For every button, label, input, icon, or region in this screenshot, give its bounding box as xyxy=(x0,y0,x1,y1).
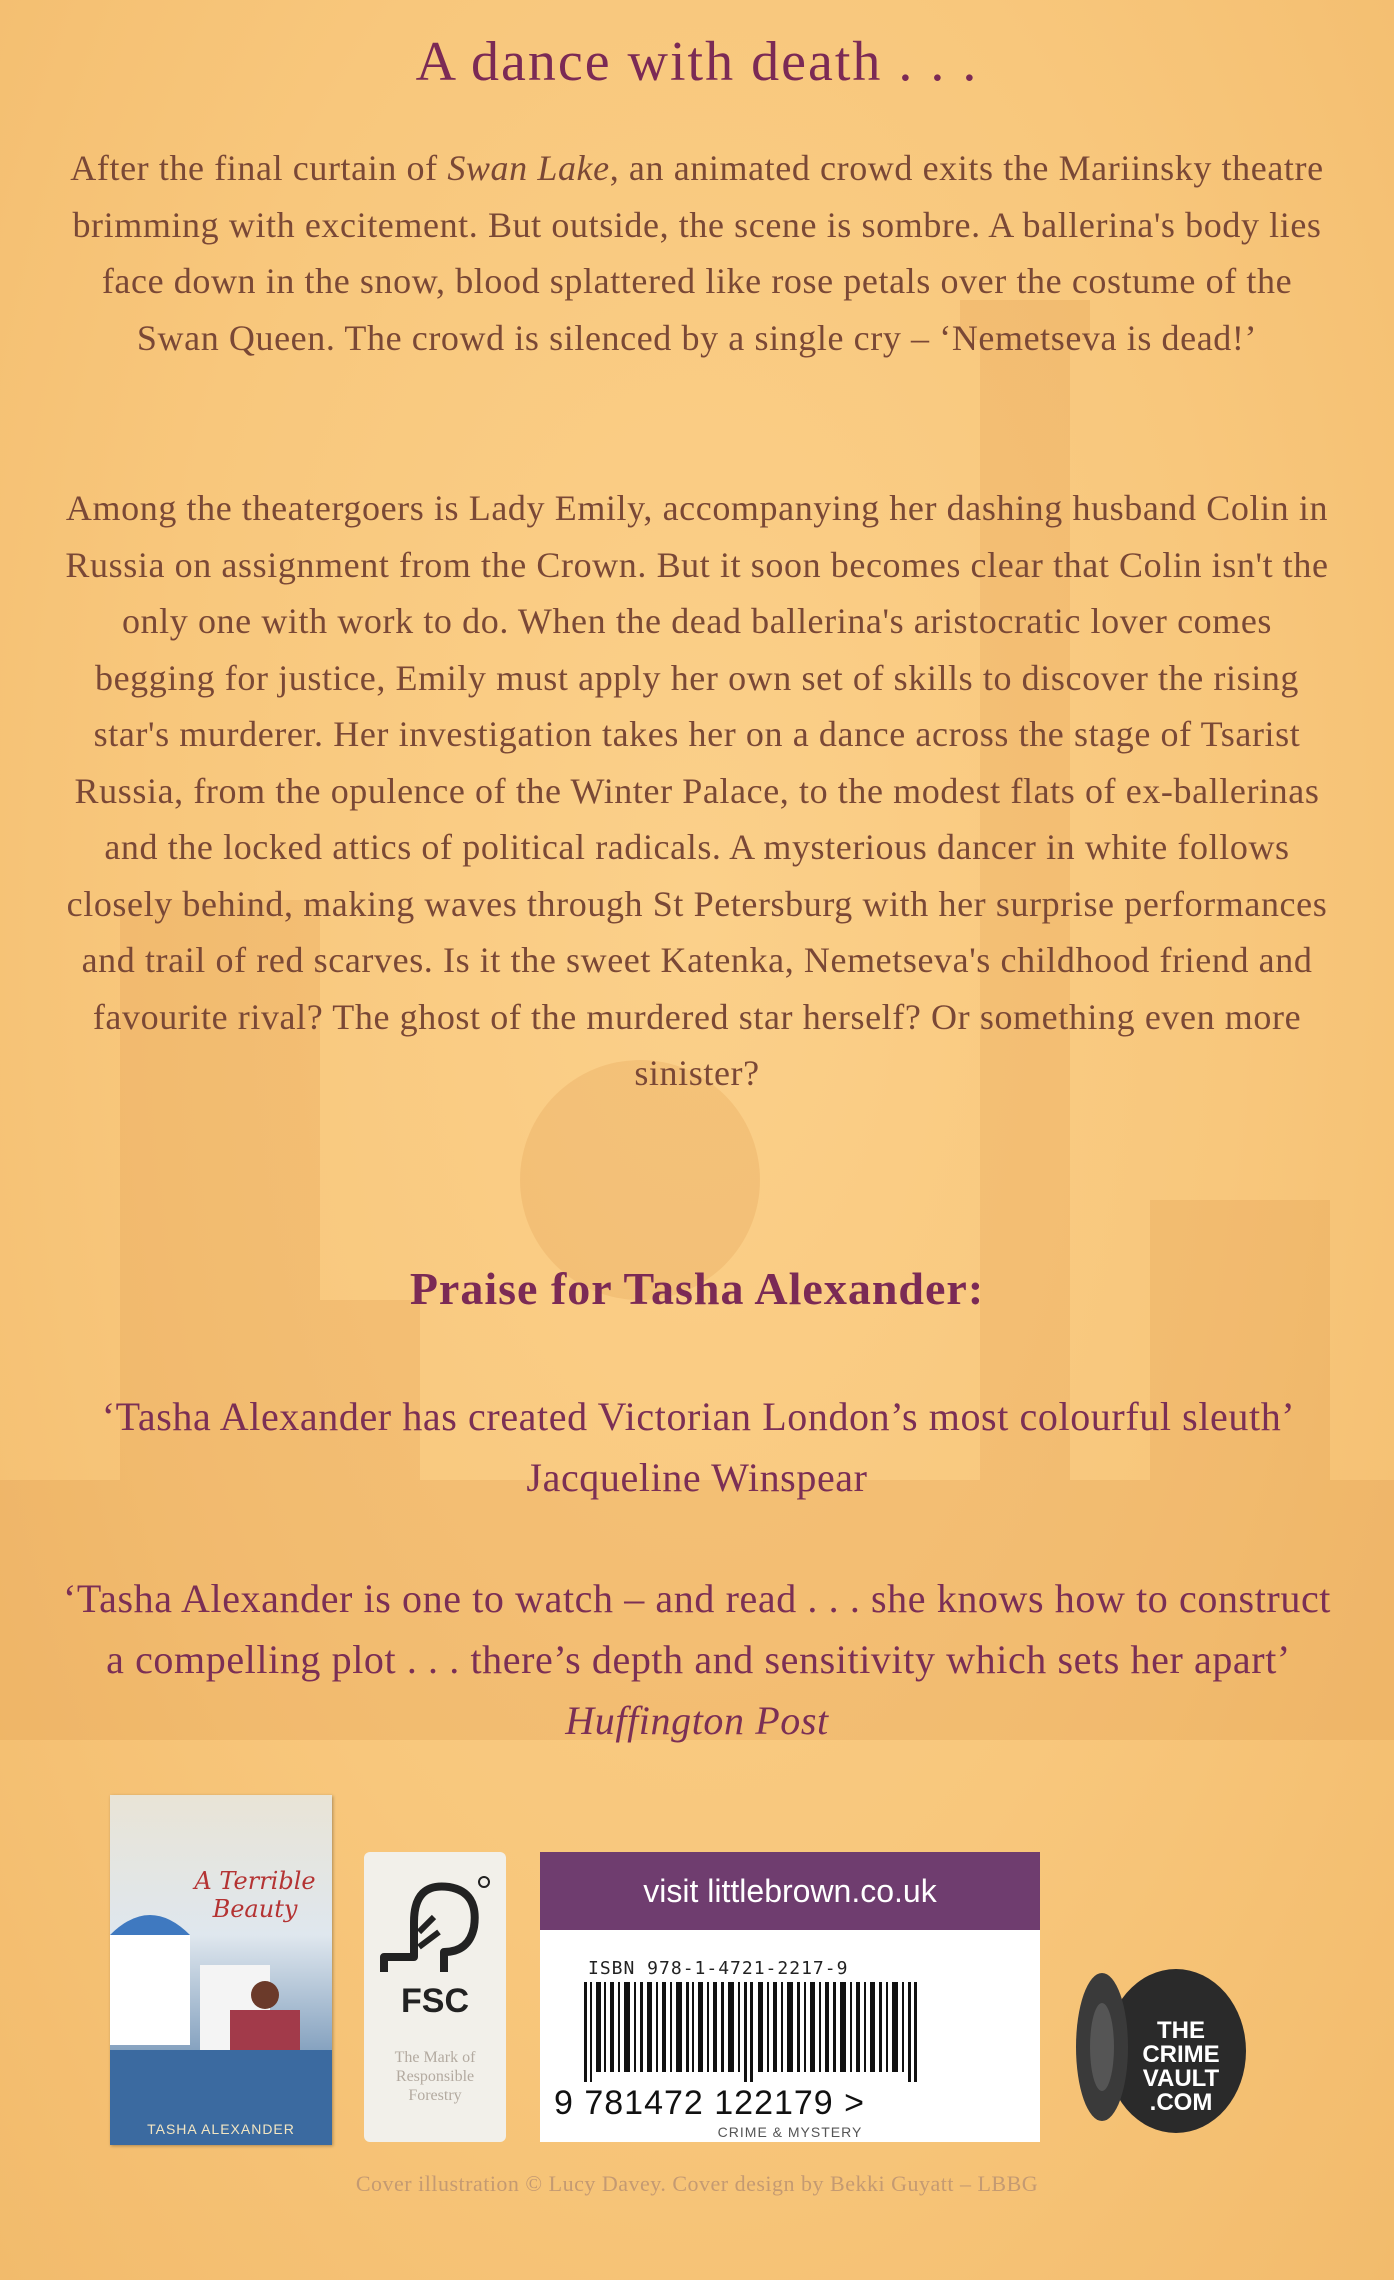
book-tagline-heading: A dance with death . . . xyxy=(415,31,979,93)
blurb-paragraph-1 xyxy=(60,140,1334,366)
quote-source: Huffington Post xyxy=(565,1698,829,1743)
vault-line: CRIME xyxy=(1142,2041,1220,2068)
ballet-title: Swan Lake xyxy=(447,148,610,188)
cover-author: TASHA ALEXANDER xyxy=(147,2121,295,2137)
cover-illustration xyxy=(110,1795,332,2145)
isbn-barcode-box xyxy=(540,1852,1040,2142)
vault-line: .COM xyxy=(1149,2089,1213,2116)
cover-credits: Cover illustration © Lucy Davey. Cover design by Bekki Guyatt – LBBG xyxy=(355,2171,1039,2196)
barcode-digits: 9 781472 122179 > xyxy=(554,2084,866,2122)
cover-title: A Terrible Beauty xyxy=(194,1867,316,1923)
quote-source: Jacqueline Winspear xyxy=(526,1455,868,1500)
praise-heading: Praise for Tasha Alexander: xyxy=(409,1263,985,1314)
publisher-website: visit littlebrown.co.uk xyxy=(540,1852,1040,1930)
isbn-number: ISBN 978-1-4721-2217-9 xyxy=(588,1958,849,1979)
praise-quote-1 xyxy=(60,1386,1334,1508)
blurb-paragraph-2: Among the theatergoers is Lady Emily, accompanying her dashing husband Colin in Russia on assignment from the Crown. But it soon becomes clear that Colin isn't the only one with work to do. When the dead ballerina's aristocratic lover comes begging for justice, Emily must apply her own set of skills to discover the rising star's murderer. Her investigation takes her on a dance across the stage of Tsarist Russia, from the opulence of the Winter Palace, to the modest flats of ex-ballerinas and the locked attics of political radicals. A mysterious dancer in white follows closely behind, making waves through St Petersburg with her surprise performances and trail of red scarves. Is it the sweet Katenka, Nemetseva's childhood friend and favourite rival? The ghost of the murdered star herself? Or something even more sinister? xyxy=(65,488,1329,1093)
genre-label: CRIME & MYSTERY xyxy=(717,2124,863,2140)
vault-line: THE xyxy=(1157,2017,1205,2044)
quote-text: ‘Tasha Alexander has created Victorian London’s most colourful sleuth’ xyxy=(101,1394,1293,1439)
vault-line: VAULT xyxy=(1142,2065,1220,2092)
crime-vault-logo xyxy=(1058,1955,1248,2137)
blurb-text: , an animated crowd exits the Mariinsky theatre brimming with excitement. But outside, the scene is sombre. A ballerina's body lies face down in the snow, blood splattered like rose petals over the costume of the Swan Queen. The crowd is silenced by a single cry – ‘Nemetseva is dead!’ xyxy=(72,148,1324,358)
related-book-cover xyxy=(110,1795,332,2145)
fsc-tagline: The Mark of Responsible Forestry xyxy=(394,2049,476,2104)
quote-text: ‘Tasha Alexander is one to watch – and read . . . she knows how to construct a compelling plot . . . there’s depth and sensitivity which sets her apart’ xyxy=(62,1576,1332,1682)
fsc-label: FSC xyxy=(401,1982,469,2020)
vault-logo-text xyxy=(1116,2019,1246,2115)
blurb-text: After the final curtain of xyxy=(70,148,448,188)
barcode-icon xyxy=(584,1982,954,2082)
fsc-logo xyxy=(364,1852,506,2142)
praise-quote-2 xyxy=(60,1568,1334,1751)
fsc-tree-icon xyxy=(364,1862,506,1992)
